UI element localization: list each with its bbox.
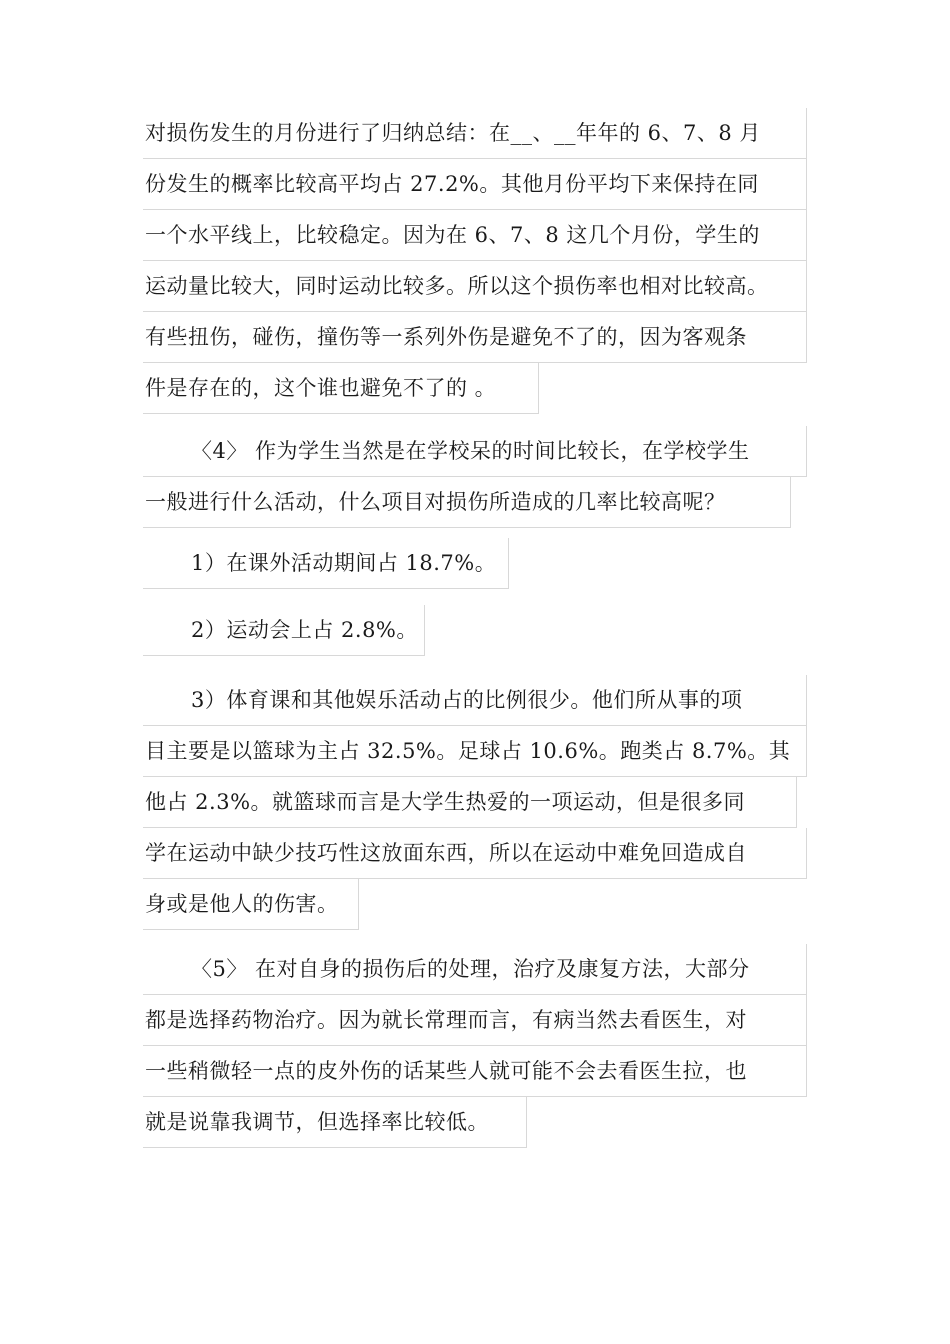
text-line: 一般进行什么活动，什么项目对损伤所造成的几率比较高呢？ [143,477,791,528]
text-line: 运动量比较大，同时运动比较多。所以这个损伤率也相对比较高。 [143,261,807,312]
text-line: 份发生的概率比较高平均占 27.2%。其他月份平均下来保持在同 [143,159,807,210]
paragraph-subitem-2 [143,605,425,656]
paragraph-item-4 [143,426,807,528]
text-line: 件是存在的，这个谁也避免不了的 。 [143,363,539,414]
text-line: 有些扭伤，碰伤，撞伤等一系列外伤是避免不了的，因为客观条 [143,312,807,363]
text-line: 3）体育课和其他娱乐活动占的比例很少。他们所从事的项 [143,675,807,726]
paragraph-subitem-1 [143,538,509,589]
text-line: 2）运动会上占 2.8%。 [143,605,425,656]
text-line: 就是说靠我调节，但选择率比较低。 [143,1097,527,1148]
paragraph-subitem-3 [143,675,807,930]
text-line: 〈5〉 在对自身的损伤后的处理，治疗及康复方法，大部分 [143,944,807,995]
text-line: 一些稍微轻一点的皮外伤的话某些人就可能不会去看医生拉，也 [143,1046,807,1097]
paragraph-item-5 [143,944,807,1148]
text-line: 学在运动中缺少技巧性这放面东西，所以在运动中难免回造成自 [143,828,807,879]
text-line: 1）在课外活动期间占 18.7%。 [143,538,509,589]
text-line: 〈4〉 作为学生当然是在学校呆的时间比较长，在学校学生 [143,426,807,477]
text-line: 一个水平线上，比较稳定。因为在 6、7、8 这几个月份，学生的 [143,210,807,261]
text-line: 都是选择药物治疗。因为就长常理而言，有病当然去看医生，对 [143,995,807,1046]
text-line: 身或是他人的伤害。 [143,879,359,930]
text-line: 他占 2.3%。就篮球而言是大学生热爱的一项运动，但是很多同 [143,777,797,828]
text-line: 目主要是以篮球为主占 32.5%。足球占 10.6%。跑类占 8.7%。其 [143,726,807,777]
paragraph-injury-months [143,108,807,414]
text-line: 对损伤发生的月份进行了归纳总结：在__、__年年的 6、7、8 月 [143,108,807,159]
